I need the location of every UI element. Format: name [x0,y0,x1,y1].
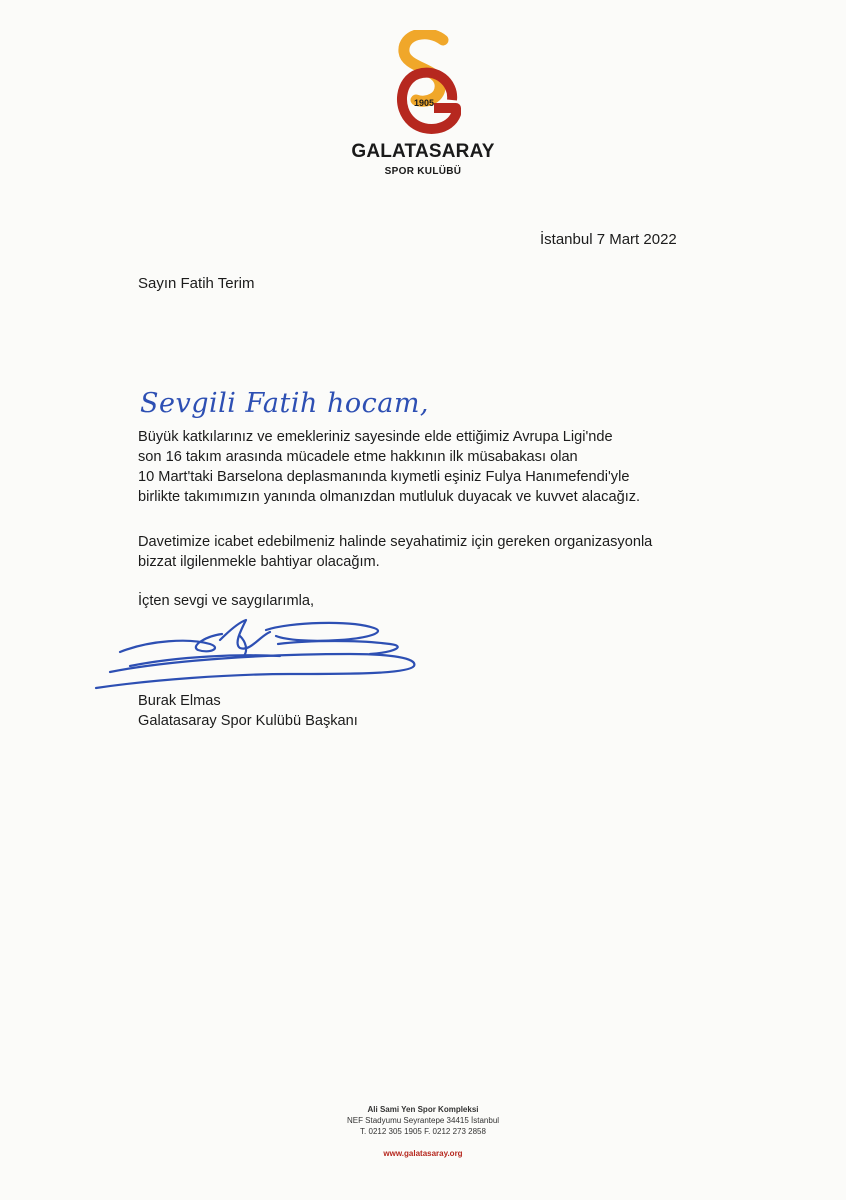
footer-address [0,1104,846,1159]
footer-website-link[interactable]: www.galatasaray.org [383,1149,463,1158]
body-paragraph-1 [138,427,640,507]
footer-line-1: Ali Sami Yen Spor Kompleksi [367,1105,479,1114]
paragraph-line: Davetimize icabet edebilmeniz halinde seyahatimiz için gereken organizasyonla [138,534,653,550]
signature-image [90,610,430,695]
signer-title: Galatasaray Spor Kulübü Başkanı [138,713,358,729]
galatasaray-logo [388,30,468,142]
paragraph-line: 10 Mart'taki Barselona deplasmanında kıymetli eşiniz Fulya Hanımefendi'yle [138,469,630,485]
recipient-name: Sayın Fatih Terim [138,275,255,292]
handwritten-salutation: Sevgili Fatih hocam, [140,388,430,419]
body-paragraph-2 [138,532,652,572]
closing-line: İçten sevgi ve saygılarımla, [138,593,315,609]
letter-date: İstanbul 7 Mart 2022 [540,231,677,248]
paragraph-line: bizzat ilgilenmekle bahtiyar olacağım. [138,554,380,570]
footer-line-3: T. 0212 305 1905 F. 0212 273 2858 [360,1127,486,1136]
paragraph-line: Büyük katkılarınız ve emekleriniz sayesinde elde ettiğimiz Avrupa Ligi'nde [138,429,613,445]
logo-year: 1905 [413,98,435,108]
footer-line-2: NEF Stadyumu Seyrantepe 34415 İstanbul [346,1116,500,1125]
paragraph-line: son 16 takım arasında mücadele etme hakkının ilk müsabakası olan [138,449,578,465]
paragraph-line: birlikte takımımızın yanında olmanızdan mutluluk duyacak ve kuvvet alacağız. [138,489,641,505]
club-subtitle: SPOR KULÜBÜ [384,166,462,177]
club-name: GALATASARAY [351,141,495,162]
signer-name: Burak Elmas [138,693,221,709]
